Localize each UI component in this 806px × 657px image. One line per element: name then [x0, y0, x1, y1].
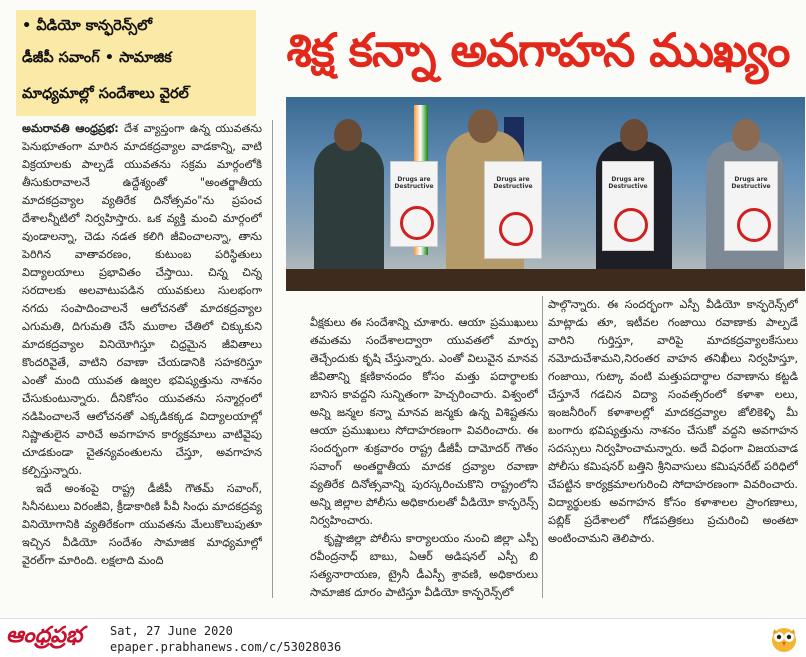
poster-text: Drugs are Destructive — [608, 176, 648, 190]
person-head — [620, 119, 648, 151]
highlight-line-2: డీజీపీ సవాంగ్‌ • సామాజిక — [22, 50, 172, 66]
highlight-line-3: మాధ్యమాల్లో సందేశాలు వైరల్‌ — [22, 86, 189, 102]
poster-text: Drugs are Destructive — [493, 176, 533, 190]
highlights-box — [16, 10, 256, 116]
poster — [390, 161, 438, 247]
person-head — [468, 109, 498, 143]
poster-text: Drugs are Destructive — [731, 176, 771, 190]
poster — [602, 161, 654, 251]
article-column-1 — [22, 120, 262, 598]
article-paragraph-5: పాల్గొన్నారు. ఈ సందర్భంగా ఎస్పీ వీడియో కాన్ఫరెన్స్‌లో మాట్లాడు తూ, ఇటీవల గంజాయి రవాణాకు పాల్పడే వారిని గుర్తిస్తూ, వారిపై మాదకద్రవ్యాలకేసులు నమోదుచేశామని,నిరంతర వాహన తనిఖీలు నిర్వహిస్తూ, గంజాయి, గుట్కా వంటి మత్తుపదార్థాల రవాణాను కట్టడి చేస్తూనే గడచిన విద్యా సంవత్సరంలో కళాశా లలు, ఇంజనీరింగ్ కళాశాలల్లో మాదకద్రవ్యాల జోలికెళ్ళి మీ బంగారు భవిష్యత్తును నాశనం చేసుకో వద్దని అవగాహన సదస్సులు నిర్వహించామన్నారు. అదే విధంగా విజయవాడ పోలీసు కమిషనర్ బత్తిని శ్రీనివాసులు కమిషనరేట్ పరిధిలో చేపట్టిన కార్యక్రమాలగురించి సోదాహరణంగా వివరించారు. విద్యార్థులకు అవగాహన కోసం కళాశాలల ప్రాంగణాలు, పబ్లిక్ ప్రదేశాలలో గోడపత్రికలు ప్రచురించి అంతటా అంటించామని తెలిపారు. — [548, 298, 798, 545]
no-sign-icon — [614, 208, 648, 242]
highlight-line-1: • వీడియో కాన్ఫరెన్స్‌లో — [22, 18, 153, 34]
edition-date: Sat, 27 June 2020 — [110, 624, 233, 638]
footer-meta — [110, 623, 341, 655]
table-graphic — [286, 269, 805, 291]
poster-text: Drugs are Destructive — [394, 176, 434, 190]
article-paragraph-2: ఇదే అంశంపై రాష్ట్ర డీజీపీ గౌతమ్ సవాంగ్, సినీనటులు విరంజీవి, క్రీడాకారిణి పీవీ సింధు మాదకద్రవ్య వినియోగానికి వ్యతిరేకంగా యువతను మేలుకొలుపుతూ ఇచ్చిన వీడియో సందేశం సామాజిక మాధ్యమాల్లో వైరల్‌గా మారింది. లక్షలాది మంది — [22, 482, 262, 567]
column-divider — [272, 120, 273, 598]
person-head — [334, 119, 362, 151]
person-head — [732, 119, 760, 151]
poster — [484, 161, 542, 259]
article-column-3 — [548, 296, 798, 596]
no-sign-icon — [737, 208, 771, 242]
press-photo — [286, 97, 805, 291]
newspaper-logo: ఆంధ్రప్రభ — [6, 623, 83, 648]
article-paragraph-3: వీక్షకులు ఈ సందేశాన్ని చూశారు. ఆయా ప్రముఖులు తమతమ సందేశాలద్వారా యువతలో మార్పు తెచ్చేందుకు కృషి చేస్తున్నారు. ఎంతో విలువైన మానవ జీవితాన్ని క్షణికానందం కోసం మత్తు పదార్థాలకు బానిస కావద్దని సున్నితంగా హెచ్చరించారు. విశ్వంలో అన్ని జన్మల కన్నా మానవ జన్మకు ఉన్న విశిష్టతను ఆయా ప్రముఖులు సోదాహరణంగా వివరించారు. ఈ సందర్భంగా శుక్రవారం రాష్ట్ర డీజీపీ దామోదర్ గౌతం సవాంగ్ అంతర్జాతీయ మాదక ద్రవ్యాల రవాణా వ్యతిరేక దినోత్సవాన్ని పురస్కరించుకొని రాష్ట్రంలోని అన్ని జిల్లాల పోలీసు అధికారులతో వీడియో కాన్ఫరెన్స్ నిర్వహించారు. — [310, 316, 538, 527]
epaper-footer — [0, 618, 806, 657]
article-column-2 — [310, 314, 538, 600]
column-divider — [542, 296, 543, 598]
owl-icon — [770, 623, 798, 653]
headline: శిక్ష కన్నా అవగాహన ముఖ్యం — [286, 23, 790, 77]
no-sign-icon — [400, 206, 434, 240]
poster — [724, 161, 778, 251]
article-paragraph-1: దేశ వ్యాప్తంగా ఉన్న యువతను పెనుభూతంగా మారిన మాదకద్రవ్యాల వాడకాన్ని, వాటి విక్రయాలకు పాల్పడే యువతను సక్రమ మార్గంలోకి తీసుకురావాలనే ఉద్దేశ్యంతో "అంతర్జాతీయ మాదకద్రవ్యాల వ్యతిరేక దినోత్సవం"ను ప్రపంచ దేశాలన్నీటిలో నిర్వహిస్తారు. ఒక వ్యక్తి మంచి మార్గంలో వుండాలన్నా, చెడు నడత కలిగి జీవించాలన్నా, తాను పెరిగిన వాతావరణం, కుటుంబ పరిస్థితులు విద్యాలయాలు ప్రభావితం చేస్తాయి. చిన్న చిన్న సరదాలకు అలవాటుపడిన యువకులు సులభంగా నగదు సంపాదించాలనే ఆలోచనతో మాదకద్రవ్యాల ఎగుమతి, దిగుమతి చేసే ముఠాల చేతిలో చిక్కుకుని మాదకద్రవ్యాల వినియోగిస్తూ చిధ్రమైన జీవితాలు కొందరివైతే, వాటిని రవాణా చేయడానికి సహకరిస్తూ ఎంతో మంది యువత ఉజ్వల భవిష్యత్తును నాశనం చేసుకుంటున్నారు. దీనికోసం యువతను సన్మార్గంలో నడిపించాలనే ఆలోచనతో ఎక్కడికక్కడ విద్యాలయాల్లో నిష్ణాతులైన వారిచే అవగాహన కార్యక్రమాలు వాటివైపు చూడకుండా చైతన్యవంతులను చేస్తూ, అవగాహన కల్పిస్తున్నారు. — [22, 122, 262, 477]
dateline: అమరావతి ఆంధ్రప్రభ: — [22, 122, 119, 135]
no-sign-icon — [499, 212, 533, 246]
epaper-url[interactable]: epaper.prabhanews.com/c/53028036 — [110, 640, 342, 654]
article-paragraph-4: కృష్ణాజిల్లా పోలీసు కార్యాలయం నుంచి జిల్లా ఎస్పీ రవీంద్రనాధ్ బాబు, ఏఆర్ అడిషనల్ ఎస్పీ బి సత్యనారాయణ, ట్రైనీ డీఎస్పీ శ్రావణి, అధికారులు సామాజిక దూరం పాటిస్తూ వీడియో కాన్ఫరెన్స్‌లో — [310, 532, 538, 599]
